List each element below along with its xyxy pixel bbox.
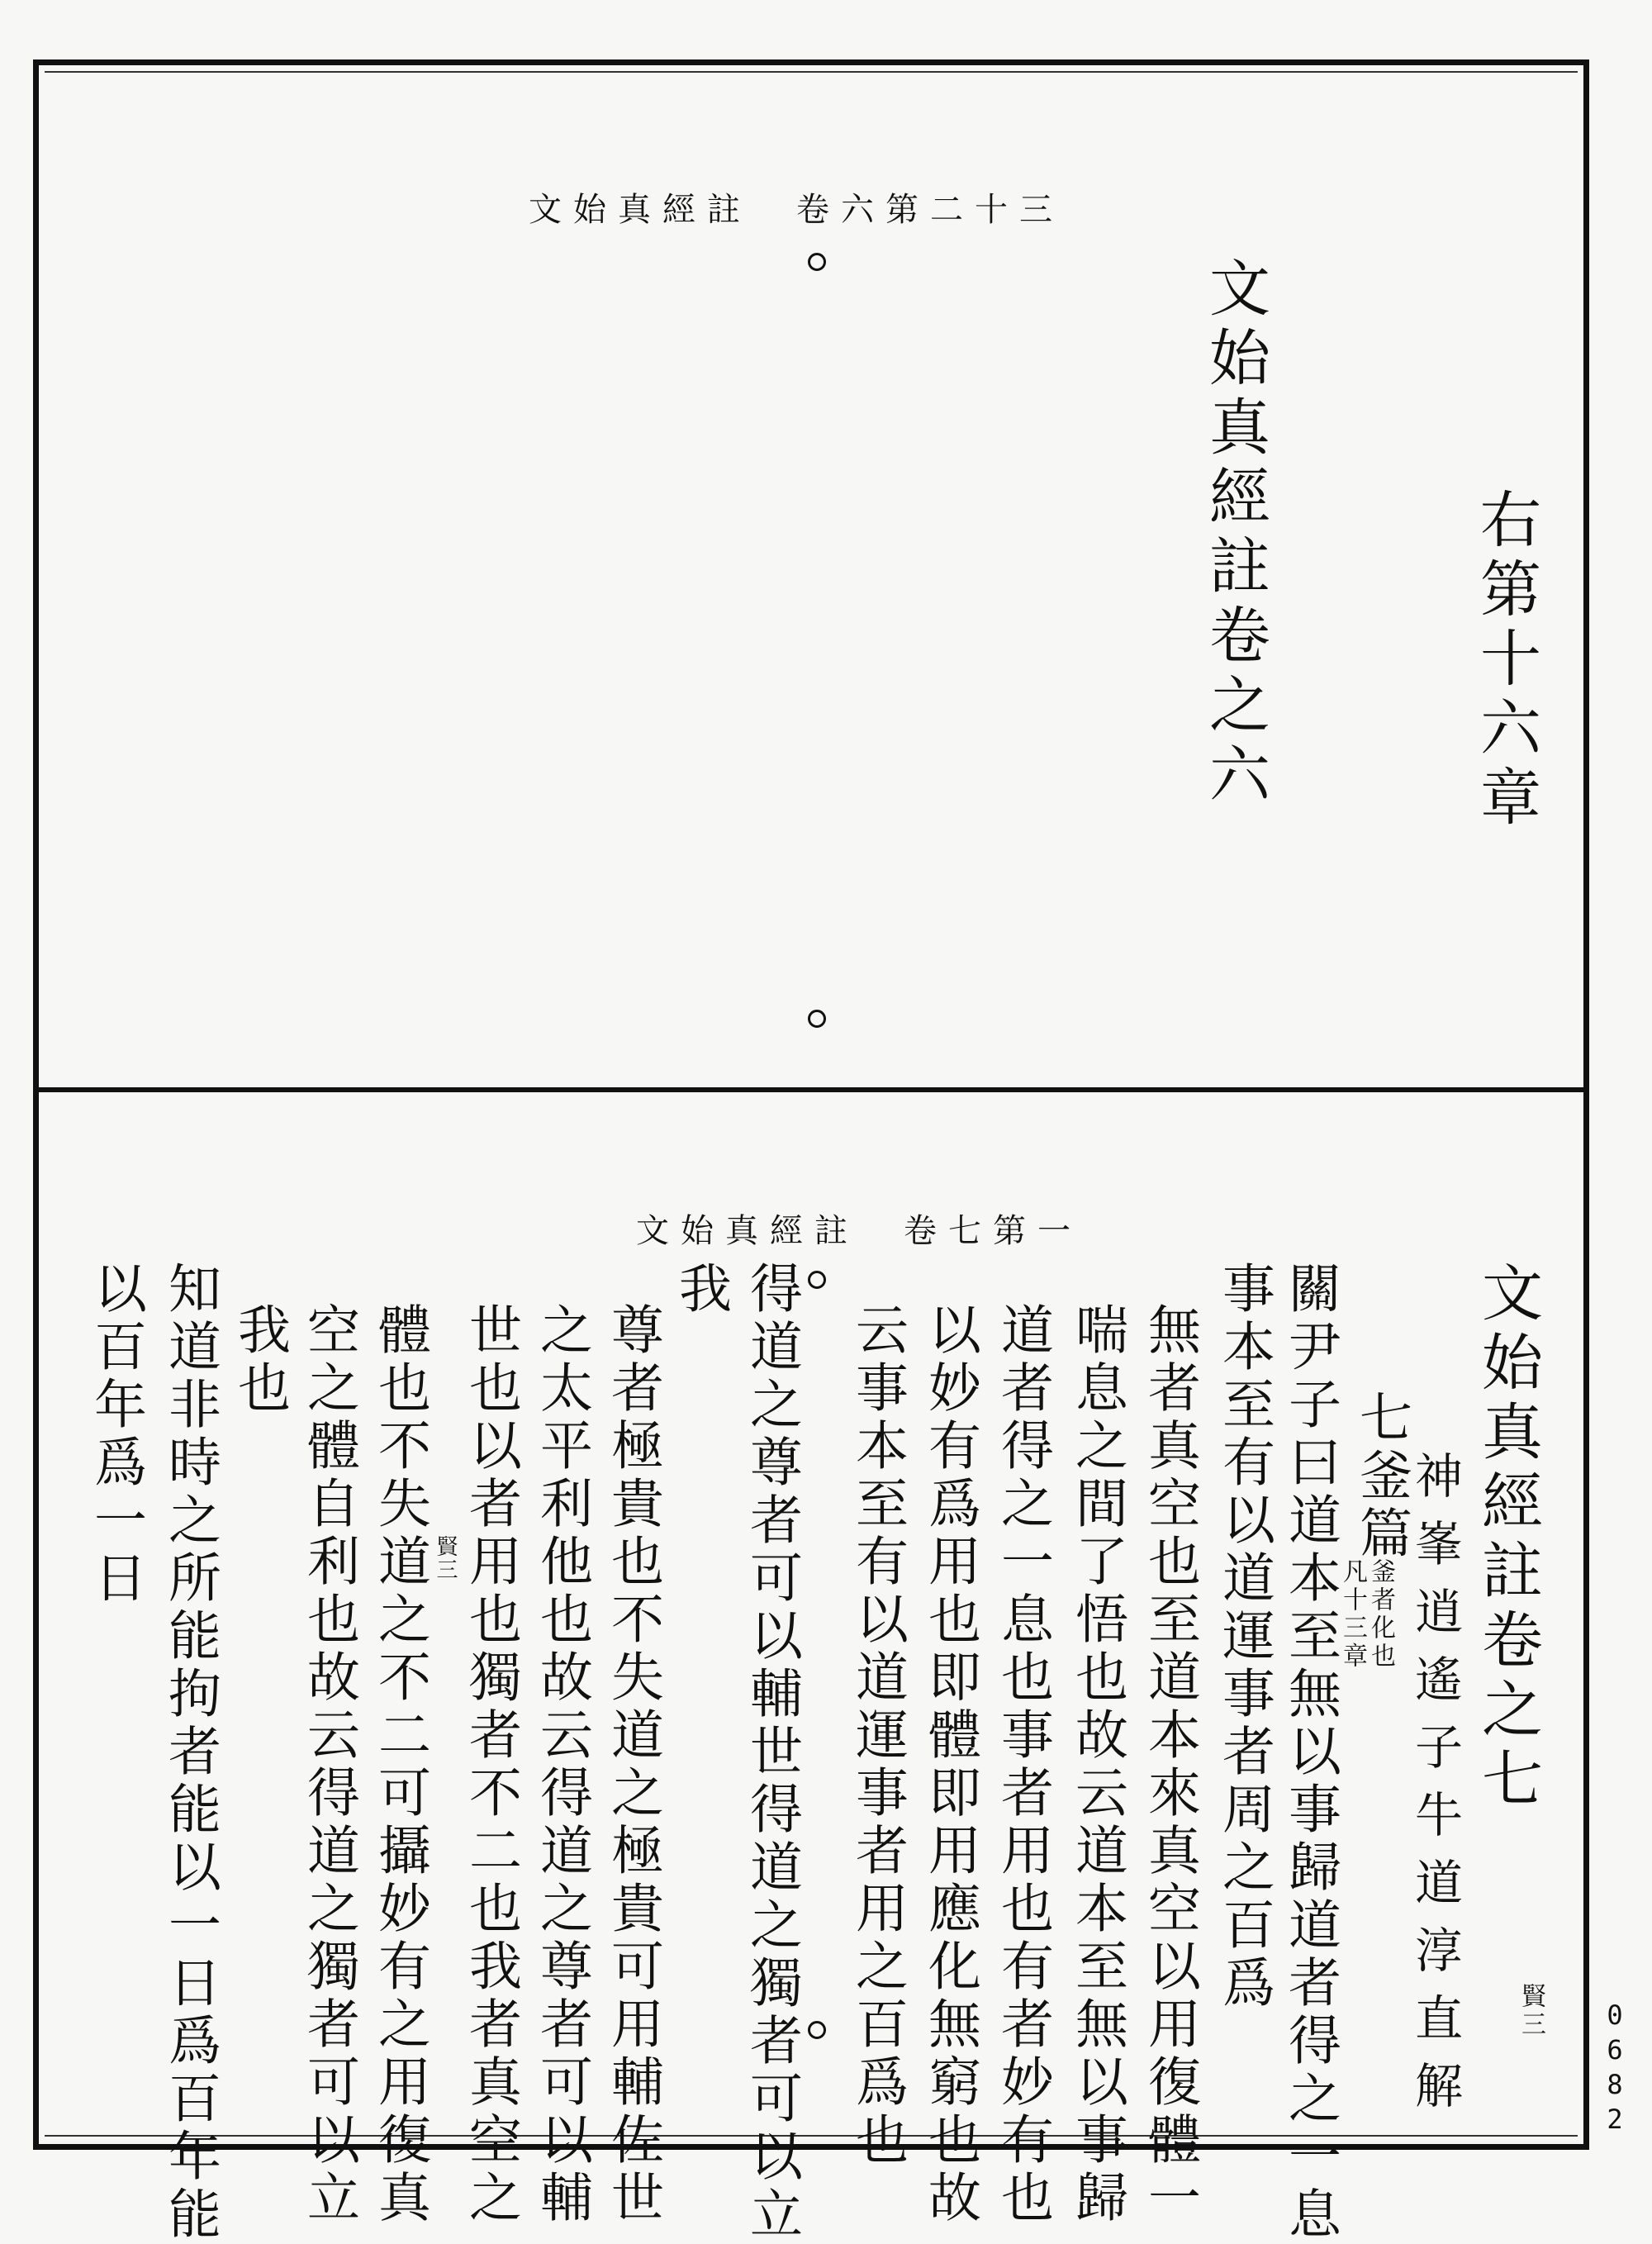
- text-column: 關尹子曰道本至無以事歸道者得之一息: [1279, 1261, 1341, 2244]
- top-rule: [45, 71, 1578, 73]
- text-column: 之太平利他也故云得道之尊者可以輔: [531, 1302, 592, 2227]
- text-column: 事本至有以道運事者周之百爲: [1213, 1261, 1275, 2013]
- chapter-heading: 七釜篇: [1351, 1390, 1412, 1563]
- binding-hole-icon: [808, 1271, 826, 1289]
- text-column: 道者得之一息也事者用也有者妙有也: [992, 1302, 1053, 2227]
- lower-title: 文始真經註卷之七: [1472, 1261, 1543, 1816]
- page-border: [33, 59, 1589, 2150]
- text-column: 以妙有爲用也即體即用應化無窮也故: [919, 1302, 980, 2227]
- margin-mark: 賢三: [1517, 1983, 1545, 2039]
- text-column: 知道非時之所能拘者能以一日爲百年能: [159, 1261, 221, 2244]
- chapter-note: 釜者化也: [1366, 1558, 1395, 1671]
- binding-hole-icon: [808, 1010, 826, 1028]
- bottom-rule: [45, 2135, 1578, 2137]
- binding-hole-icon: [808, 2021, 826, 2039]
- lower-header: 文始真經註 卷七第一: [636, 1212, 1082, 1250]
- text-column: 云事本至有以道運事者用之百爲也: [847, 1302, 908, 2170]
- text-column: 無者真空也至道本來真空以用復體一: [1139, 1302, 1200, 2227]
- text-column: 我也: [229, 1302, 290, 1418]
- upper-header: 文始真經註 卷六第二十三: [529, 191, 1064, 229]
- page-number: 0682: [1599, 1999, 1631, 2138]
- page-divider: [33, 1087, 1589, 1092]
- text-column: 我: [670, 1261, 731, 1319]
- binding-hole-icon: [808, 253, 826, 271]
- upper-end-note: 右第十六章: [1470, 487, 1541, 834]
- text-column: 以百年爲一日: [85, 1261, 146, 1608]
- author-line: 神峯逍遙子牛道淳直解: [1407, 1451, 1463, 2128]
- text-column: 喘息之間了悟也故云道本至無以事歸: [1066, 1302, 1127, 2227]
- margin-mark: 賢三: [433, 1535, 458, 1581]
- text-column: 尊者極貴也不失道之極貴可用輔佐世: [602, 1302, 663, 2227]
- chapter-note: 凡十三章: [1338, 1558, 1367, 1671]
- upper-title: 文始真經註卷之六: [1199, 256, 1270, 811]
- text-column: 體也不失道之不二可攝妙有之用復真: [369, 1302, 430, 2227]
- text-column: 空之體自利也故云得道之獨者可以立: [298, 1302, 359, 2227]
- text-column: 得道之尊者可以輔世得道之獨者可以立: [741, 1261, 802, 2244]
- text-column: 世也以者用也獨者不二也我者真空之: [460, 1302, 521, 2227]
